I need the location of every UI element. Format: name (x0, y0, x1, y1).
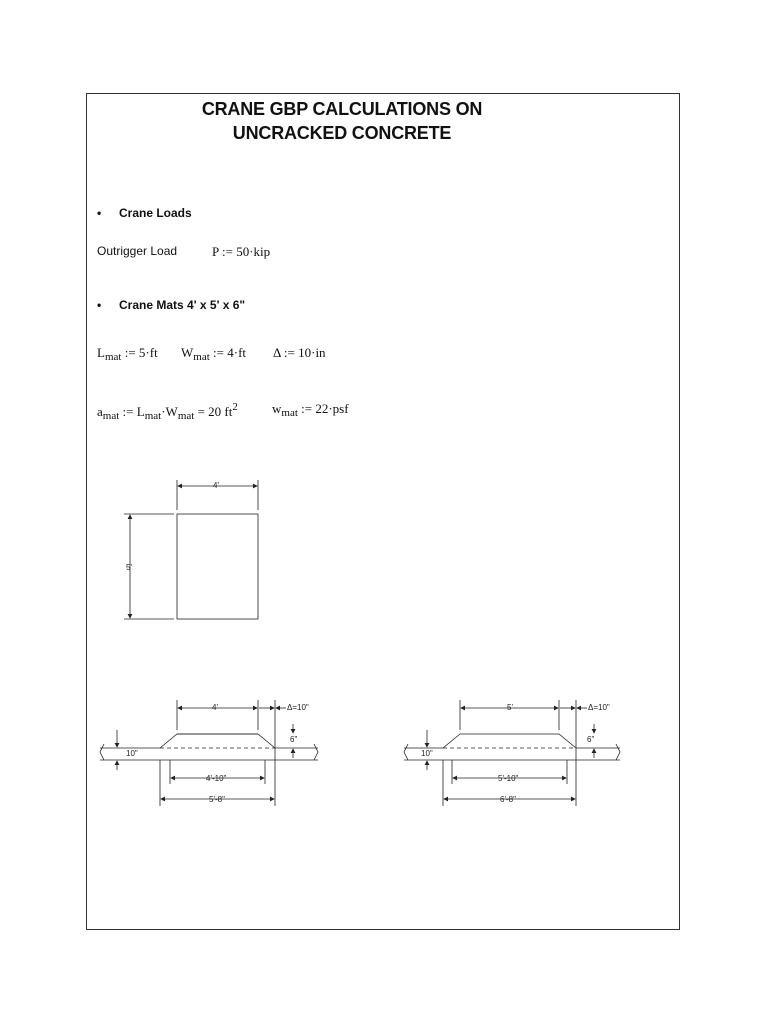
section-a-slab-dim: 10" (126, 749, 138, 758)
p-value: 50·kip (236, 244, 271, 259)
mat-weight-symbol: w (272, 401, 282, 416)
amat-sub: mat (102, 410, 120, 422)
section-b-delta-dim: Δ=10" (588, 703, 610, 712)
amat-l: L (136, 404, 145, 419)
crane-loads-text: Crane Loads (119, 206, 192, 220)
wmat-equation: $W_{mat}$ := 4·ft (181, 345, 247, 363)
amat-w-sub: mat (177, 410, 195, 422)
title-line-2: UNCRACKED CONCRETE (232, 123, 452, 143)
section-b-thick-dim: 6" (587, 735, 595, 744)
section-b-mid-dim: 5'-10" (498, 774, 519, 783)
plan-width-label: 4' (213, 481, 219, 490)
delta-value: 10·in (298, 345, 326, 360)
mat-weight-sub: mat (281, 407, 298, 419)
lmat-sub: mat (104, 351, 122, 363)
outrigger-load-label: Outrigger Load (97, 244, 178, 258)
amat-result: 20 ft (208, 404, 233, 419)
amat-exponent: 2 (232, 401, 238, 413)
plan-view (124, 480, 258, 619)
section-view-b (404, 700, 620, 806)
section-view-a (100, 700, 318, 806)
wmat-value: 4·ft (227, 345, 247, 360)
amat-symbol: a (97, 404, 103, 419)
lmat-equation: $L_{mat}$ := 5·ft (97, 345, 158, 363)
mat-weight-equation: $w_{mat}$ := 22·psf (272, 401, 349, 419)
section-a-mid-dim: 4'-10" (206, 774, 227, 783)
title-line-1: CRANE GBP CALCULATIONS ON (201, 99, 483, 119)
lmat-symbol: L (97, 345, 105, 360)
bullet-1: • (97, 206, 102, 220)
wmat-sub: mat (193, 351, 210, 363)
section-a-bottom-dim: 5'-8" (209, 795, 225, 804)
wmat-symbol: W (181, 345, 194, 360)
p-symbol: P (212, 244, 219, 259)
crane-mats-text: Crane Mats 4' x 5' x 6" (119, 298, 246, 312)
section-b-bottom-dim: 6'-8" (500, 795, 516, 804)
section-a-delta-dim: Δ=10" (287, 703, 309, 712)
plan-height-label: 5' (126, 563, 132, 572)
delta-equation: Δ := 10·in (273, 345, 326, 360)
section-a-top-dim: 4' (212, 703, 218, 712)
mat-plan-rect (177, 514, 258, 619)
section-b-slab-dim: 10" (421, 749, 433, 758)
amat-l-sub: mat (144, 410, 162, 422)
bullet-2: • (97, 298, 102, 312)
amat-w: W (165, 404, 178, 419)
amat-equation: $a_{mat}$ := $L_{mat}\cdot W_{mat} = 20$ $ft^2$ (97, 401, 238, 422)
section-b-top-dim: 5' (507, 703, 513, 712)
mat-weight-value: 22·psf (315, 401, 349, 416)
delta-symbol: Δ (273, 345, 281, 360)
section-a-thick-dim: 6" (290, 735, 298, 744)
outrigger-load-equation: P := 50·kip (212, 244, 271, 259)
lmat-value: 5·ft (138, 345, 158, 360)
